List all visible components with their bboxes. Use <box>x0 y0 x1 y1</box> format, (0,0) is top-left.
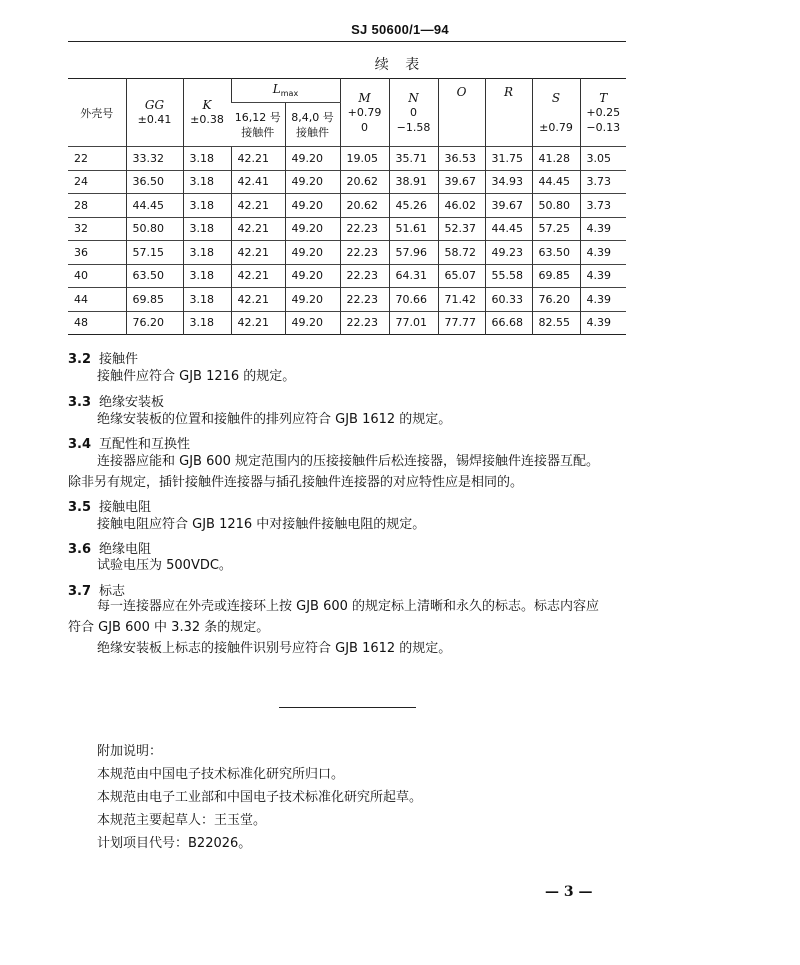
col-header-m: M +0.79 0 <box>340 79 389 147</box>
table-cell: 22.23 <box>340 264 389 288</box>
section-3-3-text: 绝缘安装板的位置和接触件的排列应符合 GJB 1612 的规定。 <box>97 412 452 427</box>
table-cell: 3.18 <box>183 147 231 171</box>
note-line-1: 本规范由中国电子技术标准化研究所归口。 <box>97 767 345 782</box>
table-cell: 3.18 <box>183 288 231 312</box>
section-3-6-heading: 3.6 绝缘电阻 <box>68 542 152 557</box>
table-cell: 77.01 <box>389 311 438 335</box>
section-3-7-text-3: 绝缘安装板上标志的接触件识别号应符合 GJB 1612 的规定。 <box>97 641 452 656</box>
table-cell: 33.32 <box>126 147 183 171</box>
col-header-o: O <box>438 79 485 147</box>
table-cell: 20.62 <box>340 194 389 218</box>
col-header-k: K ±0.38 <box>183 79 231 147</box>
section-3-4-text-1: 连接器应能和 GJB 600 规定范围内的压接接触件后松连接器，锡焊接触件连接器互配。 <box>97 454 600 469</box>
table-cell: 3.73 <box>580 170 626 194</box>
table-cell: 50.80 <box>532 194 580 218</box>
section-3-7-text-1: 每一连接器应在外壳或连接环上按 GJB 600 的规定标上清晰和永久的标志。标志内容应 <box>97 599 600 614</box>
table-cell: 57.15 <box>126 241 183 265</box>
table-cell: 44 <box>68 288 126 312</box>
table-cell: 76.20 <box>126 311 183 335</box>
table-cell: 71.42 <box>438 288 485 312</box>
note-line-4: 计划项目代号：B22026。 <box>97 836 252 851</box>
table-cell: 46.02 <box>438 194 485 218</box>
table-cell: 22.23 <box>340 241 389 265</box>
table-cell: 32 <box>68 217 126 241</box>
table-cell: 4.39 <box>580 288 626 312</box>
section-3-7-heading: 3.7 标志 <box>68 584 126 599</box>
table-cell: 24 <box>68 170 126 194</box>
end-divider <box>279 707 416 708</box>
section-3-2-heading: 3.2 接触件 <box>68 352 139 367</box>
table-cell: 48 <box>68 311 126 335</box>
section-3-6-text: 试验电压为 500VDC。 <box>97 558 232 573</box>
col-header-r: R <box>485 79 532 147</box>
table-cell: 42.21 <box>231 217 285 241</box>
col-header-lmax-8-4-0: 8,4,0 号 接触件 <box>285 103 340 147</box>
table-cell: 69.85 <box>532 264 580 288</box>
table-cell: 66.68 <box>485 311 532 335</box>
table-cell: 38.91 <box>389 170 438 194</box>
table-cell: 4.39 <box>580 241 626 265</box>
section-3-5-heading: 3.5 接触电阻 <box>68 500 152 515</box>
table-cell: 42.21 <box>231 194 285 218</box>
table-cell: 70.66 <box>389 288 438 312</box>
table-cell: 49.20 <box>285 147 340 171</box>
table-cell: 51.61 <box>389 217 438 241</box>
header-rule <box>68 41 626 42</box>
table-row <box>68 311 626 335</box>
table-cell: 36.50 <box>126 170 183 194</box>
table-cell: 63.50 <box>532 241 580 265</box>
col-header-s: S ±0.79 <box>532 79 580 147</box>
table-cell: 60.33 <box>485 288 532 312</box>
table-cell: 39.67 <box>485 194 532 218</box>
table-cell: 45.26 <box>389 194 438 218</box>
table-cell: 44.45 <box>532 170 580 194</box>
table-cell: 3.18 <box>183 264 231 288</box>
table-cell: 40 <box>68 264 126 288</box>
table-cell: 4.39 <box>580 264 626 288</box>
table-cell: 3.05 <box>580 147 626 171</box>
section-3-7-text-2: 符合 GJB 600 中 3.32 条的规定。 <box>68 620 270 635</box>
table-caption: 续 表 <box>374 57 426 73</box>
table-cell: 49.20 <box>285 311 340 335</box>
dimension-table <box>68 78 626 335</box>
table-cell: 22.23 <box>340 288 389 312</box>
table-cell: 42.21 <box>231 264 285 288</box>
page-number: — 3 — <box>545 884 593 900</box>
section-3-4-text-2: 除非另有规定，插针接触件连接器与插孔接触件连接器的对应特性应是相同的。 <box>68 475 524 490</box>
table-cell: 28 <box>68 194 126 218</box>
table-cell: 57.25 <box>532 217 580 241</box>
table-cell: 19.05 <box>340 147 389 171</box>
notes-heading: 附加说明： <box>97 744 163 759</box>
table-cell: 3.73 <box>580 194 626 218</box>
table-cell: 42.21 <box>231 311 285 335</box>
table-cell: 63.50 <box>126 264 183 288</box>
table-cell: 3.18 <box>183 217 231 241</box>
section-3-2-text: 接触件应符合 GJB 1216 的规定。 <box>97 369 296 384</box>
table-cell: 44.45 <box>126 194 183 218</box>
table-row <box>68 264 626 288</box>
table-cell: 41.28 <box>532 147 580 171</box>
table-cell: 31.75 <box>485 147 532 171</box>
table-cell: 22.23 <box>340 217 389 241</box>
table-cell: 76.20 <box>532 288 580 312</box>
table-row <box>68 241 626 265</box>
table-cell: 52.37 <box>438 217 485 241</box>
table-cell: 44.45 <box>485 217 532 241</box>
table-cell: 49.20 <box>285 288 340 312</box>
table-cell: 34.93 <box>485 170 532 194</box>
table-cell: 39.67 <box>438 170 485 194</box>
table-cell: 49.20 <box>285 264 340 288</box>
note-line-2: 本规范由电子工业部和中国电子技术标准化研究所起草。 <box>97 790 423 805</box>
table-cell: 3.18 <box>183 194 231 218</box>
note-line-3: 本规范主要起草人：王玉堂。 <box>97 813 267 828</box>
table-row <box>68 147 626 171</box>
col-header-lmax-16-12: 16,12 号 接触件 <box>234 110 281 139</box>
table-cell: 49.20 <box>285 241 340 265</box>
table-cell: 3.18 <box>183 170 231 194</box>
col-header-gg: GG ±0.41 <box>126 79 183 147</box>
standard-code-header: SJ 50600/1—94 <box>351 22 449 37</box>
section-3-5-text: 接触电阻应符合 GJB 1216 中对接触件接触电阻的规定。 <box>97 517 426 532</box>
table-cell: 4.39 <box>580 217 626 241</box>
table-cell: 49.20 <box>285 217 340 241</box>
table-cell: 3.18 <box>183 241 231 265</box>
table-row <box>68 194 626 218</box>
table-cell: 58.72 <box>438 241 485 265</box>
table-row <box>68 170 626 194</box>
table-cell: 22.23 <box>340 311 389 335</box>
col-header-shell: 外壳号 <box>80 106 114 120</box>
table-cell: 55.58 <box>485 264 532 288</box>
table-cell: 49.23 <box>485 241 532 265</box>
table-cell: 3.18 <box>183 311 231 335</box>
section-3-3-heading: 3.3 绝缘安装板 <box>68 395 165 410</box>
table-cell: 42.21 <box>231 241 285 265</box>
table-cell: 22 <box>68 147 126 171</box>
col-header-n: N 0 −1.58 <box>389 79 438 147</box>
table-cell: 42.41 <box>231 170 285 194</box>
section-3-4-heading: 3.4 互配性和互换性 <box>68 437 191 452</box>
table-cell: 77.77 <box>438 311 485 335</box>
table-cell: 49.20 <box>285 194 340 218</box>
table-cell: 20.62 <box>340 170 389 194</box>
table-cell: 35.71 <box>389 147 438 171</box>
table-cell: 42.21 <box>231 147 285 171</box>
table-cell: 4.39 <box>580 311 626 335</box>
table-cell: 50.80 <box>126 217 183 241</box>
table-cell: 36.53 <box>438 147 485 171</box>
col-header-lmax: $L_{max}$ <box>231 79 340 103</box>
table-cell: 69.85 <box>126 288 183 312</box>
table-cell: 49.20 <box>285 170 340 194</box>
table-cell: 82.55 <box>532 311 580 335</box>
table-row <box>68 217 626 241</box>
table-row <box>68 288 626 312</box>
table-cell: 64.31 <box>389 264 438 288</box>
table-cell: 57.96 <box>389 241 438 265</box>
table-cell: 65.07 <box>438 264 485 288</box>
table-cell: 42.21 <box>231 288 285 312</box>
table-cell: 36 <box>68 241 126 265</box>
table-body <box>68 147 626 335</box>
col-header-t: T +0.25 −0.13 <box>580 79 626 147</box>
